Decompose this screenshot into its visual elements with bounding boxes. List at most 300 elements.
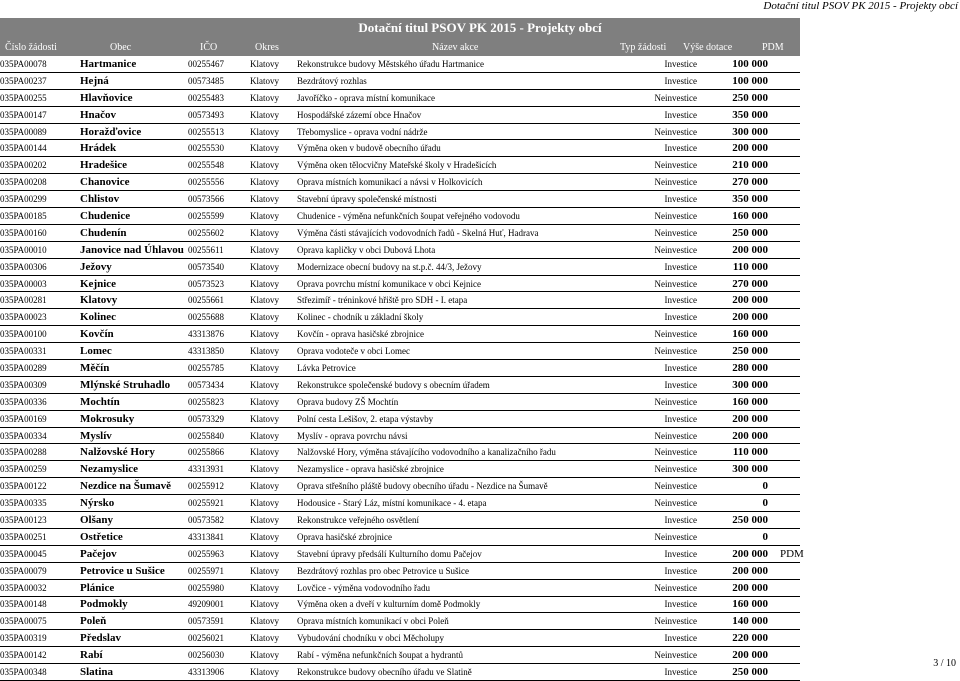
cell-vyse: 200 000	[701, 309, 770, 326]
cell-okres: Klatovy	[250, 191, 297, 208]
cell-obec: Horažďovice	[80, 123, 188, 140]
cell-okres: Klatovy	[250, 545, 297, 562]
cell-okres: Klatovy	[250, 123, 297, 140]
cell-cislo: 035PA00208	[0, 174, 80, 191]
cell-pdm	[770, 376, 800, 393]
cell-pdm	[770, 478, 800, 495]
cell-typ: Investice	[614, 258, 701, 275]
table-row	[0, 292, 800, 309]
cell-typ: Investice	[614, 56, 701, 72]
table-row	[0, 596, 800, 613]
cell-typ: Investice	[614, 664, 701, 681]
cell-vyse: 0	[701, 528, 770, 545]
cell-vyse: 250 000	[701, 664, 770, 681]
cell-okres: Klatovy	[250, 495, 297, 512]
table-row	[0, 89, 800, 106]
col-okres: Okres	[255, 42, 279, 53]
cell-obec: Pačejov	[80, 545, 188, 562]
cell-nazev: Oprava místních komunikací a návsi v Holkovicích	[297, 174, 614, 191]
cell-vyse: 100 000	[701, 56, 770, 72]
cell-pdm	[770, 106, 800, 123]
table-row	[0, 123, 800, 140]
cell-pdm	[770, 647, 800, 664]
cell-nazev: Oprava budovy ZŠ Mochtín	[297, 393, 614, 410]
cell-pdm	[770, 630, 800, 647]
cell-cislo: 035PA00147	[0, 106, 80, 123]
cell-obec: Podmokly	[80, 596, 188, 613]
table-row	[0, 376, 800, 393]
cell-nazev: Hospodářské zázemí obce Hnačov	[297, 106, 614, 123]
cell-nazev: Modernizace obecní budovy na st.p.č. 44/3, Ježovy	[297, 258, 614, 275]
cell-pdm	[770, 224, 800, 241]
cell-ico: 00573485	[188, 72, 250, 89]
cell-pdm	[770, 258, 800, 275]
cell-typ: Investice	[614, 410, 701, 427]
cell-obec: Mlýnské Struhadlo	[80, 376, 188, 393]
cell-pdm	[770, 208, 800, 225]
cell-ico: 00255548	[188, 157, 250, 174]
table-row	[0, 461, 800, 478]
cell-typ: Neinvestice	[614, 393, 701, 410]
cell-nazev: Třebomyslice - oprava vodní nádrže	[297, 123, 614, 140]
cell-typ: Neinvestice	[614, 157, 701, 174]
cell-okres: Klatovy	[250, 613, 297, 630]
cell-vyse: 200 000	[701, 427, 770, 444]
cell-pdm: PDM	[770, 545, 800, 562]
cell-ico: 00573329	[188, 410, 250, 427]
cell-obec: Ježovy	[80, 258, 188, 275]
cell-pdm	[770, 562, 800, 579]
table-row	[0, 630, 800, 647]
cell-okres: Klatovy	[250, 241, 297, 258]
cell-typ: Neinvestice	[614, 174, 701, 191]
cell-vyse: 110 000	[701, 258, 770, 275]
cell-cislo: 035PA00148	[0, 596, 80, 613]
cell-typ: Investice	[614, 562, 701, 579]
cell-cislo: 035PA00185	[0, 208, 80, 225]
cell-obec: Ostřetice	[80, 528, 188, 545]
cell-obec: Slatina	[80, 664, 188, 681]
cell-cislo: 035PA00319	[0, 630, 80, 647]
cell-okres: Klatovy	[250, 275, 297, 292]
cell-pdm	[770, 495, 800, 512]
cell-pdm	[770, 191, 800, 208]
cell-ico: 00255963	[188, 545, 250, 562]
cell-nazev: Oprava kapličky v obci Dubová Lhota	[297, 241, 614, 258]
cell-nazev: Myslív - oprava povrchu návsi	[297, 427, 614, 444]
cell-okres: Klatovy	[250, 72, 297, 89]
cell-okres: Klatovy	[250, 292, 297, 309]
table-row	[0, 258, 800, 275]
cell-cislo: 035PA00334	[0, 427, 80, 444]
cell-cislo: 035PA00309	[0, 376, 80, 393]
table-row	[0, 360, 800, 377]
cell-typ: Neinvestice	[614, 647, 701, 664]
table-row	[0, 208, 800, 225]
cell-typ: Neinvestice	[614, 579, 701, 596]
cell-cislo: 035PA00299	[0, 191, 80, 208]
table-row	[0, 512, 800, 529]
cell-pdm	[770, 613, 800, 630]
table-header	[0, 40, 800, 55]
cell-nazev: Střezimíř - tréninkové hřiště pro SDH - I. etapa	[297, 292, 614, 309]
cell-cislo: 035PA00075	[0, 613, 80, 630]
cell-obec: Hrádek	[80, 140, 188, 157]
cell-vyse: 250 000	[701, 224, 770, 241]
cell-ico: 00255785	[188, 360, 250, 377]
cell-nazev: Rekonstrukce budovy Městského úřadu Hartmanice	[297, 56, 614, 72]
cell-cislo: 035PA00335	[0, 495, 80, 512]
cell-okres: Klatovy	[250, 478, 297, 495]
cell-ico: 00256021	[188, 630, 250, 647]
cell-obec: Lomec	[80, 343, 188, 360]
cell-okres: Klatovy	[250, 309, 297, 326]
cell-ico: 00573493	[188, 106, 250, 123]
cell-ico: 00255556	[188, 174, 250, 191]
cell-ico: 43313876	[188, 326, 250, 343]
cell-cislo: 035PA00079	[0, 562, 80, 579]
cell-vyse: 300 000	[701, 376, 770, 393]
cell-pdm	[770, 596, 800, 613]
cell-typ: Investice	[614, 360, 701, 377]
cell-ico: 00573591	[188, 613, 250, 630]
cell-vyse: 210 000	[701, 157, 770, 174]
cell-ico: 00255688	[188, 309, 250, 326]
cell-obec: Petrovice u Sušice	[80, 562, 188, 579]
cell-vyse: 200 000	[701, 241, 770, 258]
cell-nazev: Rekonstrukce veřejného osvětlení	[297, 512, 614, 529]
cell-cislo: 035PA00160	[0, 224, 80, 241]
cell-vyse: 160 000	[701, 208, 770, 225]
cell-cislo: 035PA00331	[0, 343, 80, 360]
cell-okres: Klatovy	[250, 647, 297, 664]
cell-cislo: 035PA00289	[0, 360, 80, 377]
cell-vyse: 200 000	[701, 410, 770, 427]
cell-obec: Nýrsko	[80, 495, 188, 512]
cell-okres: Klatovy	[250, 343, 297, 360]
cell-okres: Klatovy	[250, 512, 297, 529]
cell-vyse: 200 000	[701, 545, 770, 562]
cell-pdm	[770, 123, 800, 140]
cell-typ: Neinvestice	[614, 208, 701, 225]
cell-okres: Klatovy	[250, 258, 297, 275]
table-row	[0, 157, 800, 174]
cell-okres: Klatovy	[250, 579, 297, 596]
cell-nazev: Bezdrátový rozhlas	[297, 72, 614, 89]
cell-cislo: 035PA00306	[0, 258, 80, 275]
cell-ico: 43313906	[188, 664, 250, 681]
col-obec: Obec	[110, 42, 132, 53]
cell-pdm	[770, 360, 800, 377]
cell-vyse: 200 000	[701, 292, 770, 309]
table-row	[0, 72, 800, 89]
cell-pdm	[770, 664, 800, 681]
cell-obec: Hnačov	[80, 106, 188, 123]
cell-ico: 00255912	[188, 478, 250, 495]
cell-typ: Neinvestice	[614, 478, 701, 495]
cell-okres: Klatovy	[250, 224, 297, 241]
cell-obec: Poleň	[80, 613, 188, 630]
cell-cislo: 035PA00089	[0, 123, 80, 140]
cell-obec: Hejná	[80, 72, 188, 89]
col-ico: IČO	[200, 42, 218, 53]
cell-typ: Neinvestice	[614, 224, 701, 241]
cell-obec: Olšany	[80, 512, 188, 529]
table-row	[0, 495, 800, 512]
table-row	[0, 56, 800, 72]
cell-obec: Chlistov	[80, 191, 188, 208]
cell-obec: Klatovy	[80, 292, 188, 309]
cell-cislo: 035PA00003	[0, 275, 80, 292]
cell-ico: 00255611	[188, 241, 250, 258]
cell-okres: Klatovy	[250, 208, 297, 225]
cell-cislo: 035PA00288	[0, 444, 80, 461]
table-row	[0, 393, 800, 410]
cell-okres: Klatovy	[250, 562, 297, 579]
cell-ico: 00255840	[188, 427, 250, 444]
cell-cislo: 035PA00255	[0, 89, 80, 106]
cell-vyse: 200 000	[701, 562, 770, 579]
cell-vyse: 350 000	[701, 191, 770, 208]
cell-typ: Investice	[614, 545, 701, 562]
cell-pdm	[770, 174, 800, 191]
cell-ico: 00255602	[188, 224, 250, 241]
cell-typ: Neinvestice	[614, 528, 701, 545]
cell-okres: Klatovy	[250, 410, 297, 427]
cell-typ: Neinvestice	[614, 427, 701, 444]
cell-typ: Neinvestice	[614, 444, 701, 461]
cell-ico: 00255921	[188, 495, 250, 512]
cell-cislo: 035PA00144	[0, 140, 80, 157]
cell-okres: Klatovy	[250, 393, 297, 410]
cell-nazev: Stavební úpravy společenské místnosti	[297, 191, 614, 208]
cell-pdm	[770, 579, 800, 596]
cell-vyse: 250 000	[701, 512, 770, 529]
cell-typ: Investice	[614, 140, 701, 157]
cell-nazev: Oprava vodoteče v obci Lomec	[297, 343, 614, 360]
cell-typ: Neinvestice	[614, 241, 701, 258]
cell-typ: Neinvestice	[614, 326, 701, 343]
cell-obec: Měčín	[80, 360, 188, 377]
cell-okres: Klatovy	[250, 376, 297, 393]
cell-typ: Neinvestice	[614, 495, 701, 512]
cell-ico: 00255980	[188, 579, 250, 596]
cell-cislo: 035PA00336	[0, 393, 80, 410]
cell-cislo: 035PA00251	[0, 528, 80, 545]
cell-obec: Hradešice	[80, 157, 188, 174]
cell-pdm	[770, 309, 800, 326]
cell-typ: Neinvestice	[614, 613, 701, 630]
cell-cislo: 035PA00023	[0, 309, 80, 326]
cell-typ: Investice	[614, 512, 701, 529]
cell-nazev: Bezdrátový rozhlas pro obec Petrovice u Sušice	[297, 562, 614, 579]
cell-ico: 00573582	[188, 512, 250, 529]
cell-obec: Chudenice	[80, 208, 188, 225]
cell-okres: Klatovy	[250, 106, 297, 123]
cell-nazev: Oprava místních komunikací v obci Poleň	[297, 613, 614, 630]
cell-obec: Hlavňovice	[80, 89, 188, 106]
cell-pdm	[770, 56, 800, 72]
table-row	[0, 613, 800, 630]
cell-nazev: Oprava hasičské zbrojnice	[297, 528, 614, 545]
cell-obec: Kejnice	[80, 275, 188, 292]
cell-nazev: Lovčice - výměna vodovodního řadu	[297, 579, 614, 596]
cell-vyse: 270 000	[701, 275, 770, 292]
cell-nazev: Stavební úpravy předsálí Kulturního domu Pačejov	[297, 545, 614, 562]
cell-nazev: Nezamyslice - oprava hasičské zbrojnice	[297, 461, 614, 478]
cell-ico: 00255971	[188, 562, 250, 579]
cell-nazev: Hodousice - Starý Láz, místní komunikace - 4. etapa	[297, 495, 614, 512]
cell-okres: Klatovy	[250, 56, 297, 72]
cell-nazev: Výměna oken tělocvičny Mateřské školy v Hradešicích	[297, 157, 614, 174]
cell-cislo: 035PA00169	[0, 410, 80, 427]
cell-vyse: 0	[701, 478, 770, 495]
cell-cislo: 035PA00122	[0, 478, 80, 495]
cell-okres: Klatovy	[250, 174, 297, 191]
cell-pdm	[770, 393, 800, 410]
cell-pdm	[770, 461, 800, 478]
table-row	[0, 545, 800, 562]
table-row	[0, 579, 800, 596]
table-body	[0, 56, 804, 680]
table-row	[0, 528, 800, 545]
cell-vyse: 220 000	[701, 630, 770, 647]
cell-obec: Myslív	[80, 427, 188, 444]
cell-pdm	[770, 444, 800, 461]
cell-vyse: 160 000	[701, 596, 770, 613]
cell-ico: 00573434	[188, 376, 250, 393]
cell-typ: Investice	[614, 309, 701, 326]
cell-vyse: 300 000	[701, 123, 770, 140]
cell-nazev: Vybudování chodníku v obci Měcholupy	[297, 630, 614, 647]
cell-cislo: 035PA00123	[0, 512, 80, 529]
cell-obec: Nezdice na Šumavě	[80, 478, 188, 495]
cell-nazev: Oprava povrchu místní komunikace v obci Kejnice	[297, 275, 614, 292]
cell-nazev: Kovčín - oprava hasičské zbrojnice	[297, 326, 614, 343]
cell-typ: Neinvestice	[614, 461, 701, 478]
cell-ico: 00573523	[188, 275, 250, 292]
cell-pdm	[770, 72, 800, 89]
cell-okres: Klatovy	[250, 664, 297, 681]
cell-pdm	[770, 528, 800, 545]
cell-nazev: Polní cesta Lešišov, 2. etapa výstavby	[297, 410, 614, 427]
cell-ico: 43313850	[188, 343, 250, 360]
table-row	[0, 410, 800, 427]
cell-typ: Investice	[614, 191, 701, 208]
table-row	[0, 241, 800, 258]
table-row	[0, 478, 800, 495]
cell-obec: Chudenín	[80, 224, 188, 241]
cell-pdm	[770, 427, 800, 444]
cell-pdm	[770, 343, 800, 360]
cell-vyse: 100 000	[701, 72, 770, 89]
cell-pdm	[770, 512, 800, 529]
cell-cislo: 035PA00032	[0, 579, 80, 596]
cell-nazev: Rabí - výměna nefunkčních šoupat a hydrantů	[297, 647, 614, 664]
cell-typ: Neinvestice	[614, 123, 701, 140]
cell-obec: Hartmanice	[80, 56, 188, 72]
cell-vyse: 280 000	[701, 360, 770, 377]
cell-obec: Nalžovské Hory	[80, 444, 188, 461]
table-row	[0, 224, 800, 241]
cell-okres: Klatovy	[250, 461, 297, 478]
table-row	[0, 275, 800, 292]
cell-pdm	[770, 89, 800, 106]
cell-nazev: Chudenice - výměna nefunkčních šoupat veřejného vodovodu	[297, 208, 614, 225]
cell-nazev: Nalžovské Hory, výměna stávajícího vodovodního a kanalizačního řadu	[297, 444, 614, 461]
cell-pdm	[770, 140, 800, 157]
running-header: Dotační titul PSOV PK 2015 - Projekty obcí	[763, 0, 958, 12]
table-row	[0, 562, 800, 579]
cell-obec: Předslav	[80, 630, 188, 647]
cell-okres: Klatovy	[250, 630, 297, 647]
cell-typ: Investice	[614, 72, 701, 89]
cell-ico: 00256030	[188, 647, 250, 664]
cell-cislo: 035PA00010	[0, 241, 80, 258]
cell-vyse: 250 000	[701, 343, 770, 360]
table-row	[0, 174, 800, 191]
cell-vyse: 0	[701, 495, 770, 512]
cell-cislo: 035PA00348	[0, 664, 80, 681]
cell-okres: Klatovy	[250, 528, 297, 545]
cell-obec: Mochtín	[80, 393, 188, 410]
cell-okres: Klatovy	[250, 326, 297, 343]
cell-vyse: 270 000	[701, 174, 770, 191]
projects-table	[0, 56, 804, 681]
cell-vyse: 110 000	[701, 444, 770, 461]
cell-pdm	[770, 241, 800, 258]
cell-ico: 00255823	[188, 393, 250, 410]
cell-nazev: Oprava střešního pláště budovy obecního úřadu - Nezdice na Šumavě	[297, 478, 614, 495]
cell-nazev: Rekonstrukce budovy obecního úřadu ve Slatině	[297, 664, 614, 681]
cell-okres: Klatovy	[250, 360, 297, 377]
cell-typ: Investice	[614, 376, 701, 393]
cell-vyse: 300 000	[701, 461, 770, 478]
cell-typ: Neinvestice	[614, 89, 701, 106]
cell-pdm	[770, 275, 800, 292]
cell-nazev: Výměna části stávajících vodovodních řadů - Skelná Huť, Hadrava	[297, 224, 614, 241]
cell-cislo: 035PA00045	[0, 545, 80, 562]
cell-nazev: Lávka Petrovice	[297, 360, 614, 377]
cell-pdm	[770, 157, 800, 174]
page-number: 3 / 10	[933, 658, 956, 669]
cell-vyse: 160 000	[701, 326, 770, 343]
cell-vyse: 200 000	[701, 579, 770, 596]
cell-nazev: Výměna oken a dveří v kulturním domě Podmokly	[297, 596, 614, 613]
cell-ico: 43313931	[188, 461, 250, 478]
cell-ico: 00255483	[188, 89, 250, 106]
cell-pdm	[770, 410, 800, 427]
cell-vyse: 160 000	[701, 393, 770, 410]
cell-cislo: 035PA00142	[0, 647, 80, 664]
cell-typ: Investice	[614, 596, 701, 613]
cell-cislo: 035PA00237	[0, 72, 80, 89]
cell-pdm	[770, 292, 800, 309]
cell-okres: Klatovy	[250, 596, 297, 613]
cell-typ: Investice	[614, 106, 701, 123]
cell-ico: 00255866	[188, 444, 250, 461]
cell-cislo: 035PA00100	[0, 326, 80, 343]
cell-typ: Neinvestice	[614, 275, 701, 292]
cell-vyse: 250 000	[701, 89, 770, 106]
table-row	[0, 343, 800, 360]
cell-typ: Neinvestice	[614, 343, 701, 360]
cell-ico: 49209001	[188, 596, 250, 613]
cell-cislo: 035PA00202	[0, 157, 80, 174]
cell-obec: Mokrosuky	[80, 410, 188, 427]
cell-ico: 00255530	[188, 140, 250, 157]
cell-vyse: 140 000	[701, 613, 770, 630]
